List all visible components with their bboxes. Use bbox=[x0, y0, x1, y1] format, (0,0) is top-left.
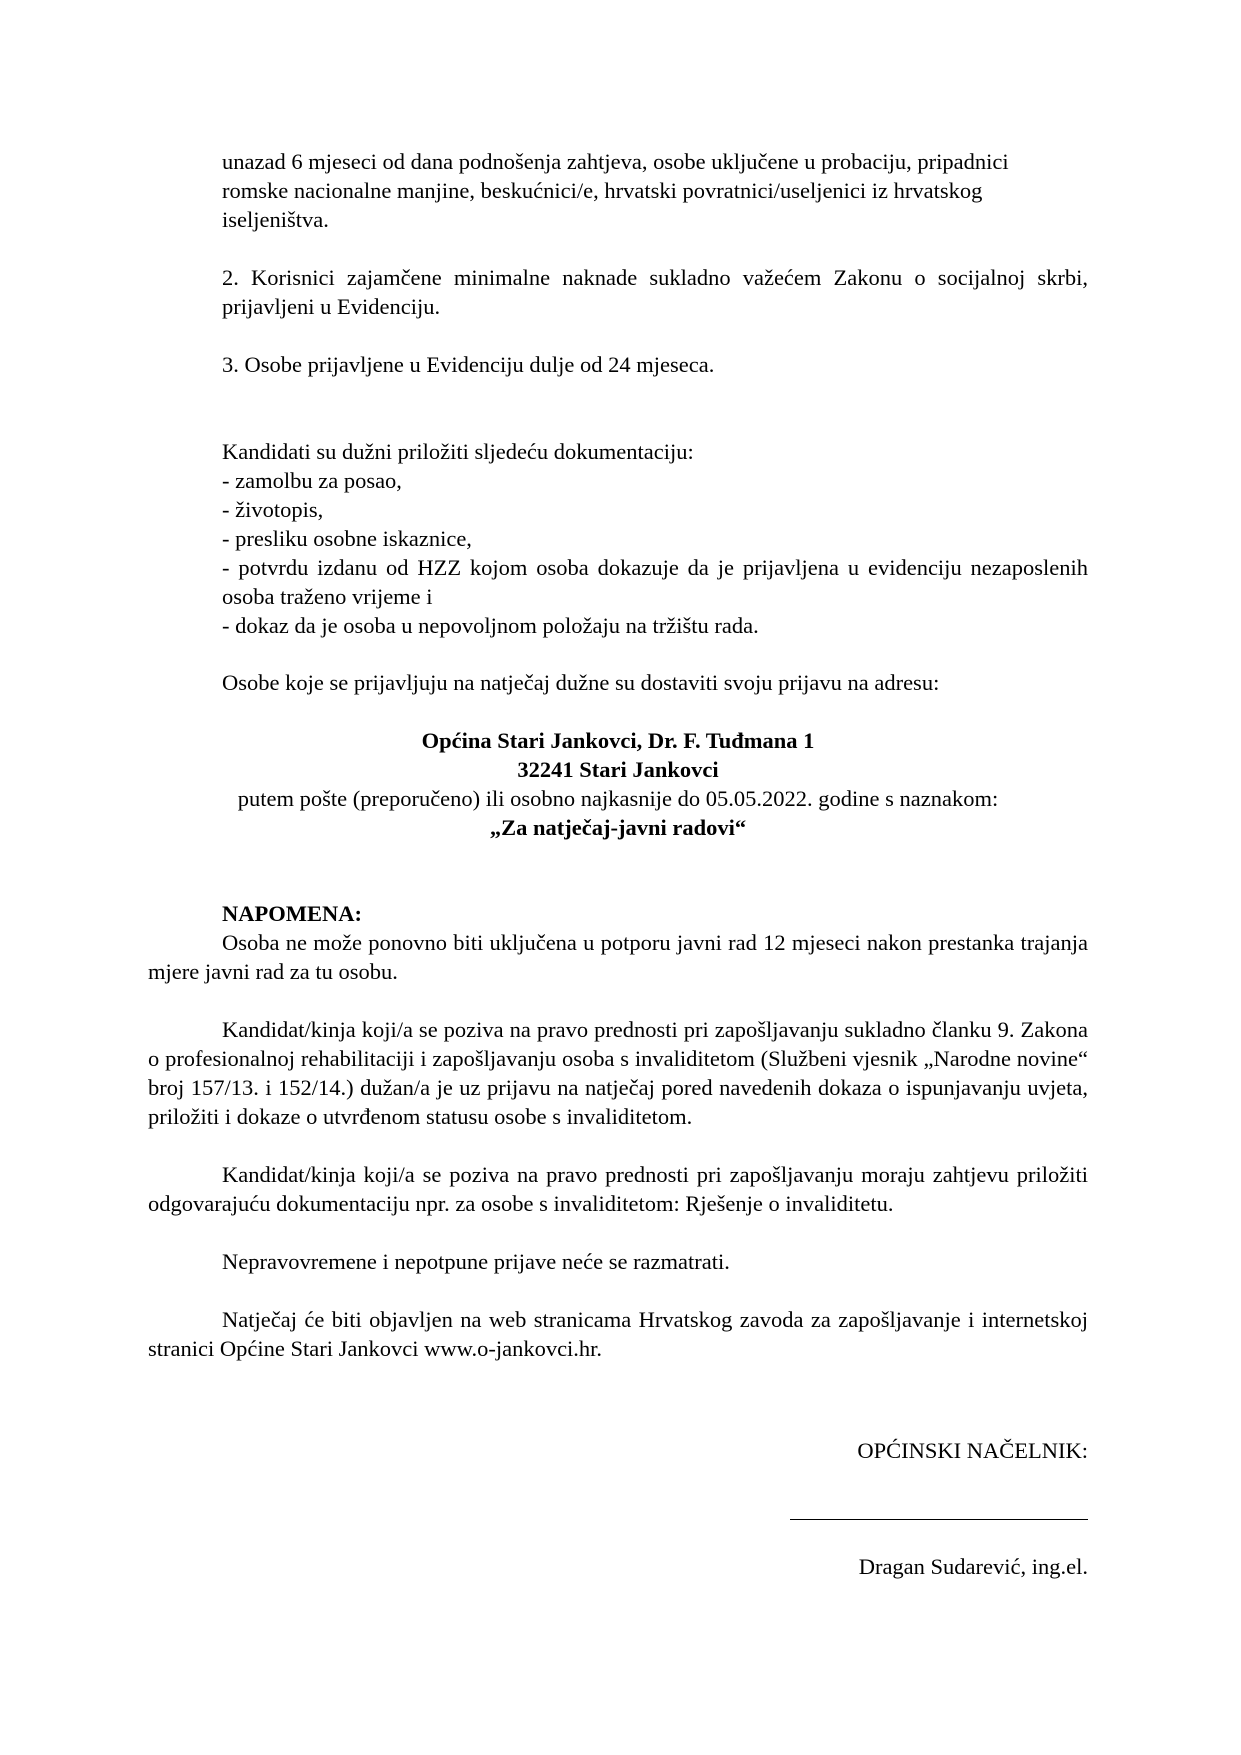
documents-item: - zamolbu za posao, bbox=[222, 468, 402, 493]
address-line-3: putem pošte (preporučeno) ili osobno najkasnije do 05.05.2022. godine s naznakom: bbox=[237, 786, 999, 811]
signature-name: Dragan Sudarević, ing.el. bbox=[858, 1554, 1088, 1579]
note-paragraph-1: Osoba ne može ponovno biti uključena u potporu javni rad 12 mjeseci nakon prestanka trajanja mjere javni rad za tu osobu. bbox=[148, 930, 1088, 984]
documents-item: - životopis, bbox=[222, 497, 324, 522]
text-line: iseljeništva. bbox=[222, 207, 329, 232]
address-block bbox=[148, 726, 1088, 842]
documents-item: - potvrdu izdanu od HZZ kojom osoba dokazuje da je prijavljena u evidenciju nezaposlenih osoba traženo vrijeme i bbox=[222, 555, 1088, 609]
criteria-item-3 bbox=[222, 350, 1088, 379]
submit-intro bbox=[222, 668, 1088, 697]
note-paragraph-3-block bbox=[148, 1160, 1088, 1218]
signature-title: OPĆINSKI NAČELNIK: bbox=[857, 1438, 1088, 1463]
criteria-item-3-text: 3. Osobe prijavljene u Evidenciju dulje od 24 mjeseca. bbox=[222, 352, 715, 377]
criteria-item-2-text: 2. Korisnici zajamčene minimalne naknade sukladno važećem Zakonu o socijalnoj skrbi, prijavljeni u Evidenciju. bbox=[222, 265, 1088, 319]
note-paragraph-3: Kandidat/kinja koji/a se poziva na pravo prednosti pri zapošljavanju moraju zahtjevu priložiti odgovarajuću dokumentaciju npr. za osobe s invaliditetom: Rješenje o invaliditetu. bbox=[148, 1162, 1088, 1216]
note-paragraph-4-block bbox=[148, 1247, 1088, 1276]
submit-intro-text: Osobe koje se prijavljuju na natječaj dužne su dostaviti svoju prijavu na adresu: bbox=[222, 670, 940, 695]
documents-item: - presliku osobne iskaznice, bbox=[222, 526, 472, 551]
text-line: romske nacionalne manjine, beskućnici/e, hrvatski povratnici/useljenici iz hrvatskog bbox=[222, 178, 983, 203]
note-paragraph-5-block bbox=[148, 1305, 1088, 1363]
documents-item: - dokaz da je osoba u nepovoljnom položaju na tržištu rada. bbox=[222, 613, 759, 638]
note-paragraph-5: Natječaj će biti objavljen na web stranicama Hrvatskog zavoda za zapošljavanje i internetskoj stranici Općine Stari Jankovci www.o-jankovci.hr. bbox=[148, 1307, 1088, 1361]
address-line-1: Općina Stari Jankovci, Dr. F. Tuđmana 1 bbox=[421, 728, 815, 753]
note-heading: NAPOMENA: bbox=[222, 901, 362, 926]
text-line: unazad 6 mjeseci od dana podnošenja zahtjeva, osobe uključene u probaciju, pripadnici bbox=[222, 149, 1009, 174]
note-paragraph-2: Kandidat/kinja koji/a se poziva na pravo prednosti pri zapošljavanju sukladno članku 9. Zakona o profesionalnoj rehabilitaciji i zapošljavanju osoba s invaliditetom (Službeni vjesnik „Narodne novine“ broj 157/13. i 152/14.) dužan/a je uz prijavu na natječaj pored navedenih dokaza o ispunjavanju uvjeta, priložiti i dokaze o utvrđenom statusu osobe s invaliditetom. bbox=[148, 1017, 1088, 1129]
continuation-paragraph bbox=[222, 147, 1088, 234]
criteria-item-2 bbox=[222, 263, 1088, 321]
documents-intro: Kandidati su dužni priložiti sljedeću dokumentaciju: bbox=[222, 439, 694, 464]
note-paragraph-2-block bbox=[148, 1015, 1088, 1131]
address-line-2: 32241 Stari Jankovci bbox=[517, 757, 719, 782]
address-line-4: „Za natječaj-javni radovi“ bbox=[489, 815, 747, 840]
note-paragraph-4: Nepravovremene i nepotpune prijave neće se razmatrati. bbox=[222, 1249, 730, 1274]
signature-line bbox=[790, 1519, 1088, 1520]
note-section bbox=[148, 899, 1088, 986]
documents-list bbox=[222, 437, 1088, 640]
